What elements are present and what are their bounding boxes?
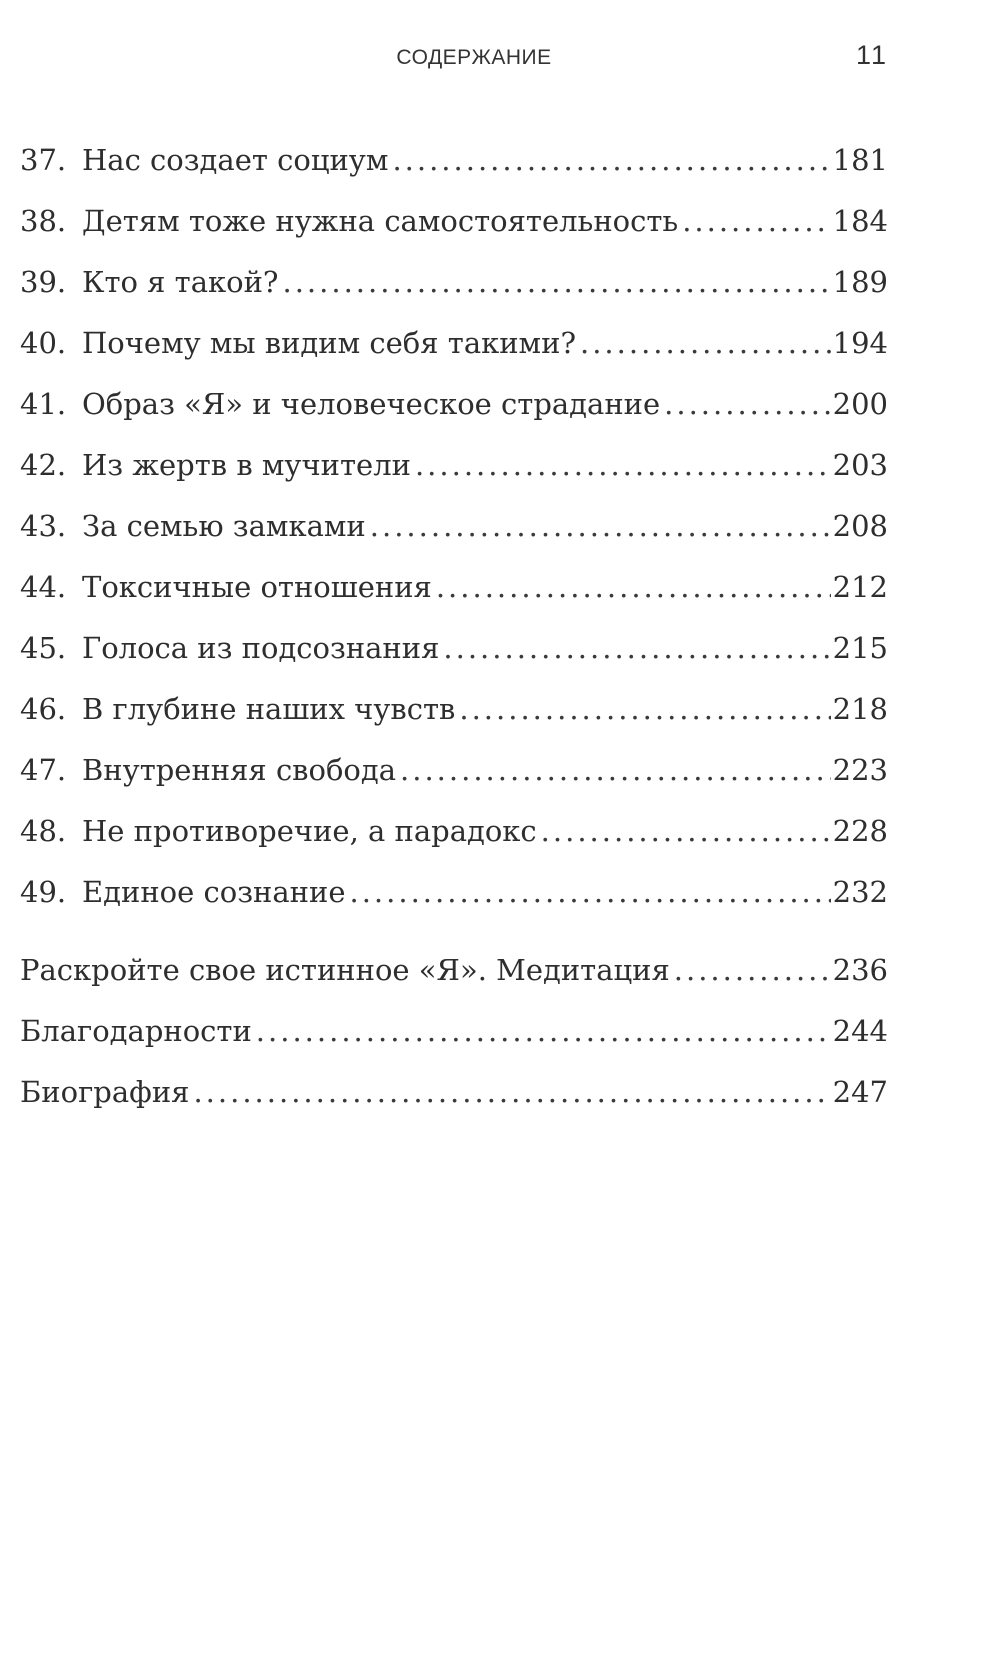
toc-entry-44[interactable] (20, 567, 888, 628)
chapter-title: В глубине наших чувств (82, 692, 456, 726)
appendix-page: 236 (832, 953, 888, 987)
toc-entry-46[interactable] (20, 689, 888, 750)
toc-entry-37[interactable] (20, 140, 888, 201)
toc-entry-42[interactable] (20, 445, 888, 506)
page-number: 11 (855, 40, 888, 70)
chapter-page: 208 (832, 509, 888, 543)
chapter-number: 49. (20, 875, 67, 909)
chapter-page: 215 (832, 631, 888, 665)
chapter-title: Кто я такой? (82, 265, 279, 299)
chapter-number: 37. (20, 143, 67, 177)
chapter-title: Токсичные отношения (82, 570, 432, 604)
chapter-number: 44. (20, 570, 67, 604)
toc-entry-40[interactable] (20, 323, 888, 384)
chapter-title: Нас создает социум (82, 143, 389, 177)
chapter-number: 45. (20, 631, 67, 665)
chapter-page: 232 (832, 875, 888, 909)
chapter-title: Не противоречие, а парадокс (82, 814, 537, 848)
chapter-number: 42. (20, 448, 67, 482)
chapter-number: 41. (20, 387, 67, 421)
dot-leader (443, 628, 830, 668)
chapter-number: 40. (20, 326, 67, 360)
chapter-page: 218 (832, 692, 888, 726)
chapter-title: Голоса из подсознания (82, 631, 440, 665)
toc-entry-43[interactable] (20, 506, 888, 567)
dot-leader (256, 1011, 831, 1051)
appendix-title: Биография (20, 1075, 190, 1109)
toc-entry-47[interactable] (20, 750, 888, 811)
chapter-page: 184 (832, 204, 888, 238)
toc-entry-38[interactable] (20, 201, 888, 262)
appendix-title: Раскройте свое истинное «Я». Медитация (20, 953, 670, 987)
table-of-contents (20, 140, 888, 1133)
dot-leader (459, 689, 830, 729)
dot-leader (415, 445, 831, 485)
dot-leader (193, 1072, 830, 1112)
dot-leader (400, 750, 831, 790)
toc-entry-49[interactable] (20, 872, 888, 933)
dot-leader (674, 950, 831, 990)
toc-entry-41[interactable] (20, 384, 888, 445)
chapter-title: Единое сознание (82, 875, 346, 909)
chapter-page: 203 (832, 448, 888, 482)
dot-leader (664, 384, 830, 424)
chapter-page: 189 (832, 265, 888, 299)
dot-leader (541, 811, 831, 851)
chapter-page: 200 (832, 387, 888, 421)
toc-entry-acknowledgements[interactable] (20, 1011, 888, 1072)
toc-entry-45[interactable] (20, 628, 888, 689)
running-head-title: СОДЕРЖАНИЕ (396, 46, 552, 69)
chapter-page: 181 (832, 143, 888, 177)
dot-leader (282, 262, 830, 302)
chapter-number: 38. (20, 204, 67, 238)
chapter-number: 46. (20, 692, 67, 726)
chapter-number: 47. (20, 753, 67, 787)
chapter-title: Почему мы видим себя такими? (82, 326, 576, 360)
chapter-title: Образ «Я» и человеческое страдание (82, 387, 661, 421)
toc-entry-meditation[interactable] (20, 950, 888, 1011)
dot-leader (392, 140, 830, 180)
appendix-title: Благодарности (20, 1014, 252, 1048)
chapter-title: Из жертв в мучители (82, 448, 411, 482)
chapter-title: За семью замками (82, 509, 366, 543)
chapter-title: Внутренняя свобода (82, 753, 397, 787)
dot-leader (436, 567, 831, 607)
page-header (20, 38, 888, 78)
chapter-page: 223 (832, 753, 888, 787)
toc-entry-biography[interactable] (20, 1072, 888, 1133)
dot-leader (580, 323, 831, 363)
dot-leader (349, 872, 830, 912)
dot-leader (370, 506, 831, 546)
toc-entry-39[interactable] (20, 262, 888, 323)
chapter-number: 43. (20, 509, 67, 543)
appendix-page: 244 (832, 1014, 888, 1048)
chapter-page: 212 (832, 570, 888, 604)
chapter-number: 48. (20, 814, 67, 848)
chapter-title: Детям тоже нужна самостоятельность (82, 204, 679, 238)
chapter-page: 228 (832, 814, 888, 848)
dot-leader (682, 201, 830, 241)
chapter-page: 194 (832, 326, 888, 360)
toc-entry-48[interactable] (20, 811, 888, 872)
appendix-page: 247 (832, 1075, 888, 1109)
chapter-number: 39. (20, 265, 67, 299)
